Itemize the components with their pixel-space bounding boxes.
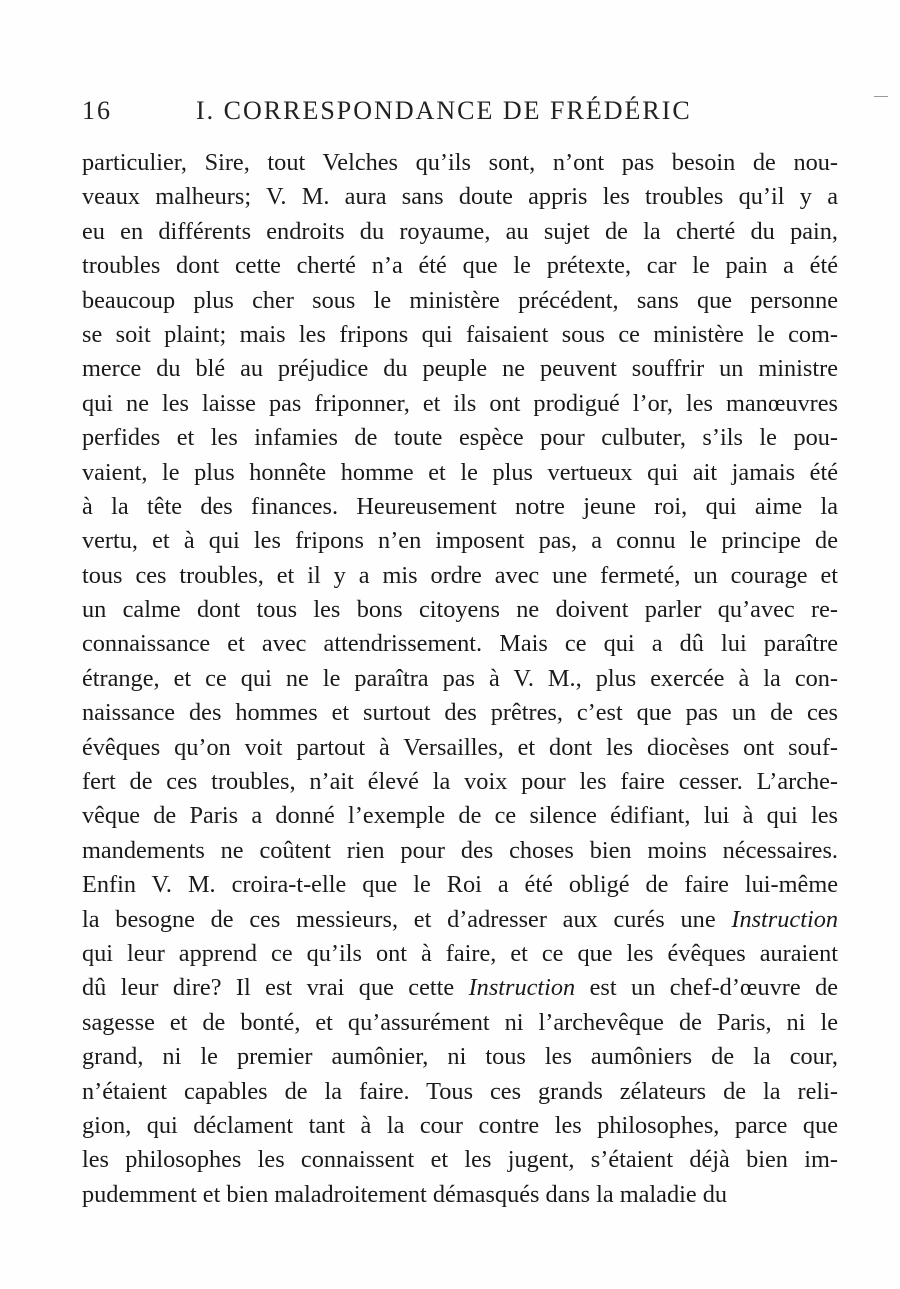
text-line: un calme dont tous les bons citoyens ne doivent parler qu’avec re- xyxy=(82,596,838,624)
text-line: vaient, le plus honnête homme et le plus vertueux qui ait jamais été xyxy=(82,458,838,486)
text-line: qui ne les laisse pas friponner, et ils ont prodigué l’or, les manœuvres xyxy=(82,389,838,417)
text-line: évêques qu’on voit partout à Versailles, et dont les diocèses ont souf- xyxy=(82,733,838,761)
text-line: fert de ces troubles, n’ait élevé la voix pour les faire cesser. L’arche- xyxy=(82,768,838,796)
text-line xyxy=(82,903,838,937)
text-line: pudemment et bien maladroitement démasqués dans la maladie du xyxy=(82,1180,728,1208)
text-line: se soit plaint; mais les fripons qui faisaient sous ce ministère le com- xyxy=(82,320,838,348)
text-line: vertu, et à qui les fripons n’en imposent pas, a connu le principe de xyxy=(82,527,838,555)
text-line: mandements ne coûtent rien pour des choses bien moins nécessaires. xyxy=(82,836,838,864)
text-line: grand, ni le premier aumônier, ni tous les aumôniers de la cour, xyxy=(82,1043,838,1071)
running-head xyxy=(82,96,842,136)
italic-title: Instruction xyxy=(468,974,576,1002)
text-line: naissance des hommes et surtout des prêtres, c’est que pas un de ces xyxy=(82,699,838,727)
text-line: merce du blé au préjudice du peuple ne peuvent souffrir un ministre xyxy=(82,355,838,383)
text-line: vêque de Paris a donné l’exemple de ce silence édifiant, lui à qui les xyxy=(82,802,838,830)
text-segment: dû leur dire? Il est vrai que cette xyxy=(82,974,469,1002)
text-segment: est un chef-d’œuvre de xyxy=(575,974,838,1002)
text-segment: la besogne de ces messieurs, et d’adresser aux curés une xyxy=(82,905,732,933)
text-line: connaissance et avec attendrissement. Mais ce qui a dû lui paraître xyxy=(82,630,838,658)
text-line: qui leur apprend ce qu’ils ont à faire, et ce que les évêques auraient xyxy=(82,939,838,967)
text-line: troubles dont cette cherté n’a été que le prétexte, car le pain a été xyxy=(82,252,838,280)
page-number: 16 xyxy=(82,96,112,125)
text-line: particulier, Sire, tout Velches qu’ils sont, n’ont pas besoin de nou- xyxy=(82,149,838,176)
italic-title: Instruction xyxy=(731,905,838,933)
text-line: étrange, et ce qui ne le paraîtra pas à V. M., plus exercée à la con- xyxy=(82,664,838,692)
text-line: tous ces troubles, et il y a mis ordre avec une fermeté, un courage et xyxy=(82,561,838,589)
text-line: sagesse et de bonté, et qu’assurément ni l’archevêque de Paris, ni le xyxy=(82,1008,838,1036)
text-line: gion, qui déclament tant à la cour contre les philosophes, parce que xyxy=(82,1111,838,1139)
text-line: veaux malheurs; V. M. aura sans doute appris les troubles qu’il y a xyxy=(82,183,838,211)
text-line: les philosophes les connaissent et les jugent, s’étaient déjà bien im- xyxy=(82,1146,838,1174)
text-line: n’étaient capables de la faire. Tous ces grands zélateurs de la reli- xyxy=(82,1077,838,1105)
text-line: à la tête des finances. Heureusement notre jeune roi, qui aime la xyxy=(82,492,838,520)
text-line: Enfin V. M. croira-t-elle que le Roi a été obligé de faire lui-même xyxy=(82,871,838,899)
text-line: beaucoup plus cher sous le ministère précédent, sans que personne xyxy=(82,286,838,314)
text-line xyxy=(82,971,838,1005)
running-title: I. CORRESPONDANCE DE FRÉDÉRIC xyxy=(196,96,692,125)
scan-mark xyxy=(874,96,888,97)
body-text xyxy=(82,146,838,1212)
text-line: perfides et les infamies de toute espèce pour culbuter, s’ils le pou- xyxy=(82,424,838,452)
text-line: eu en différents endroits du royaume, au sujet de la cherté du pain, xyxy=(82,217,838,245)
